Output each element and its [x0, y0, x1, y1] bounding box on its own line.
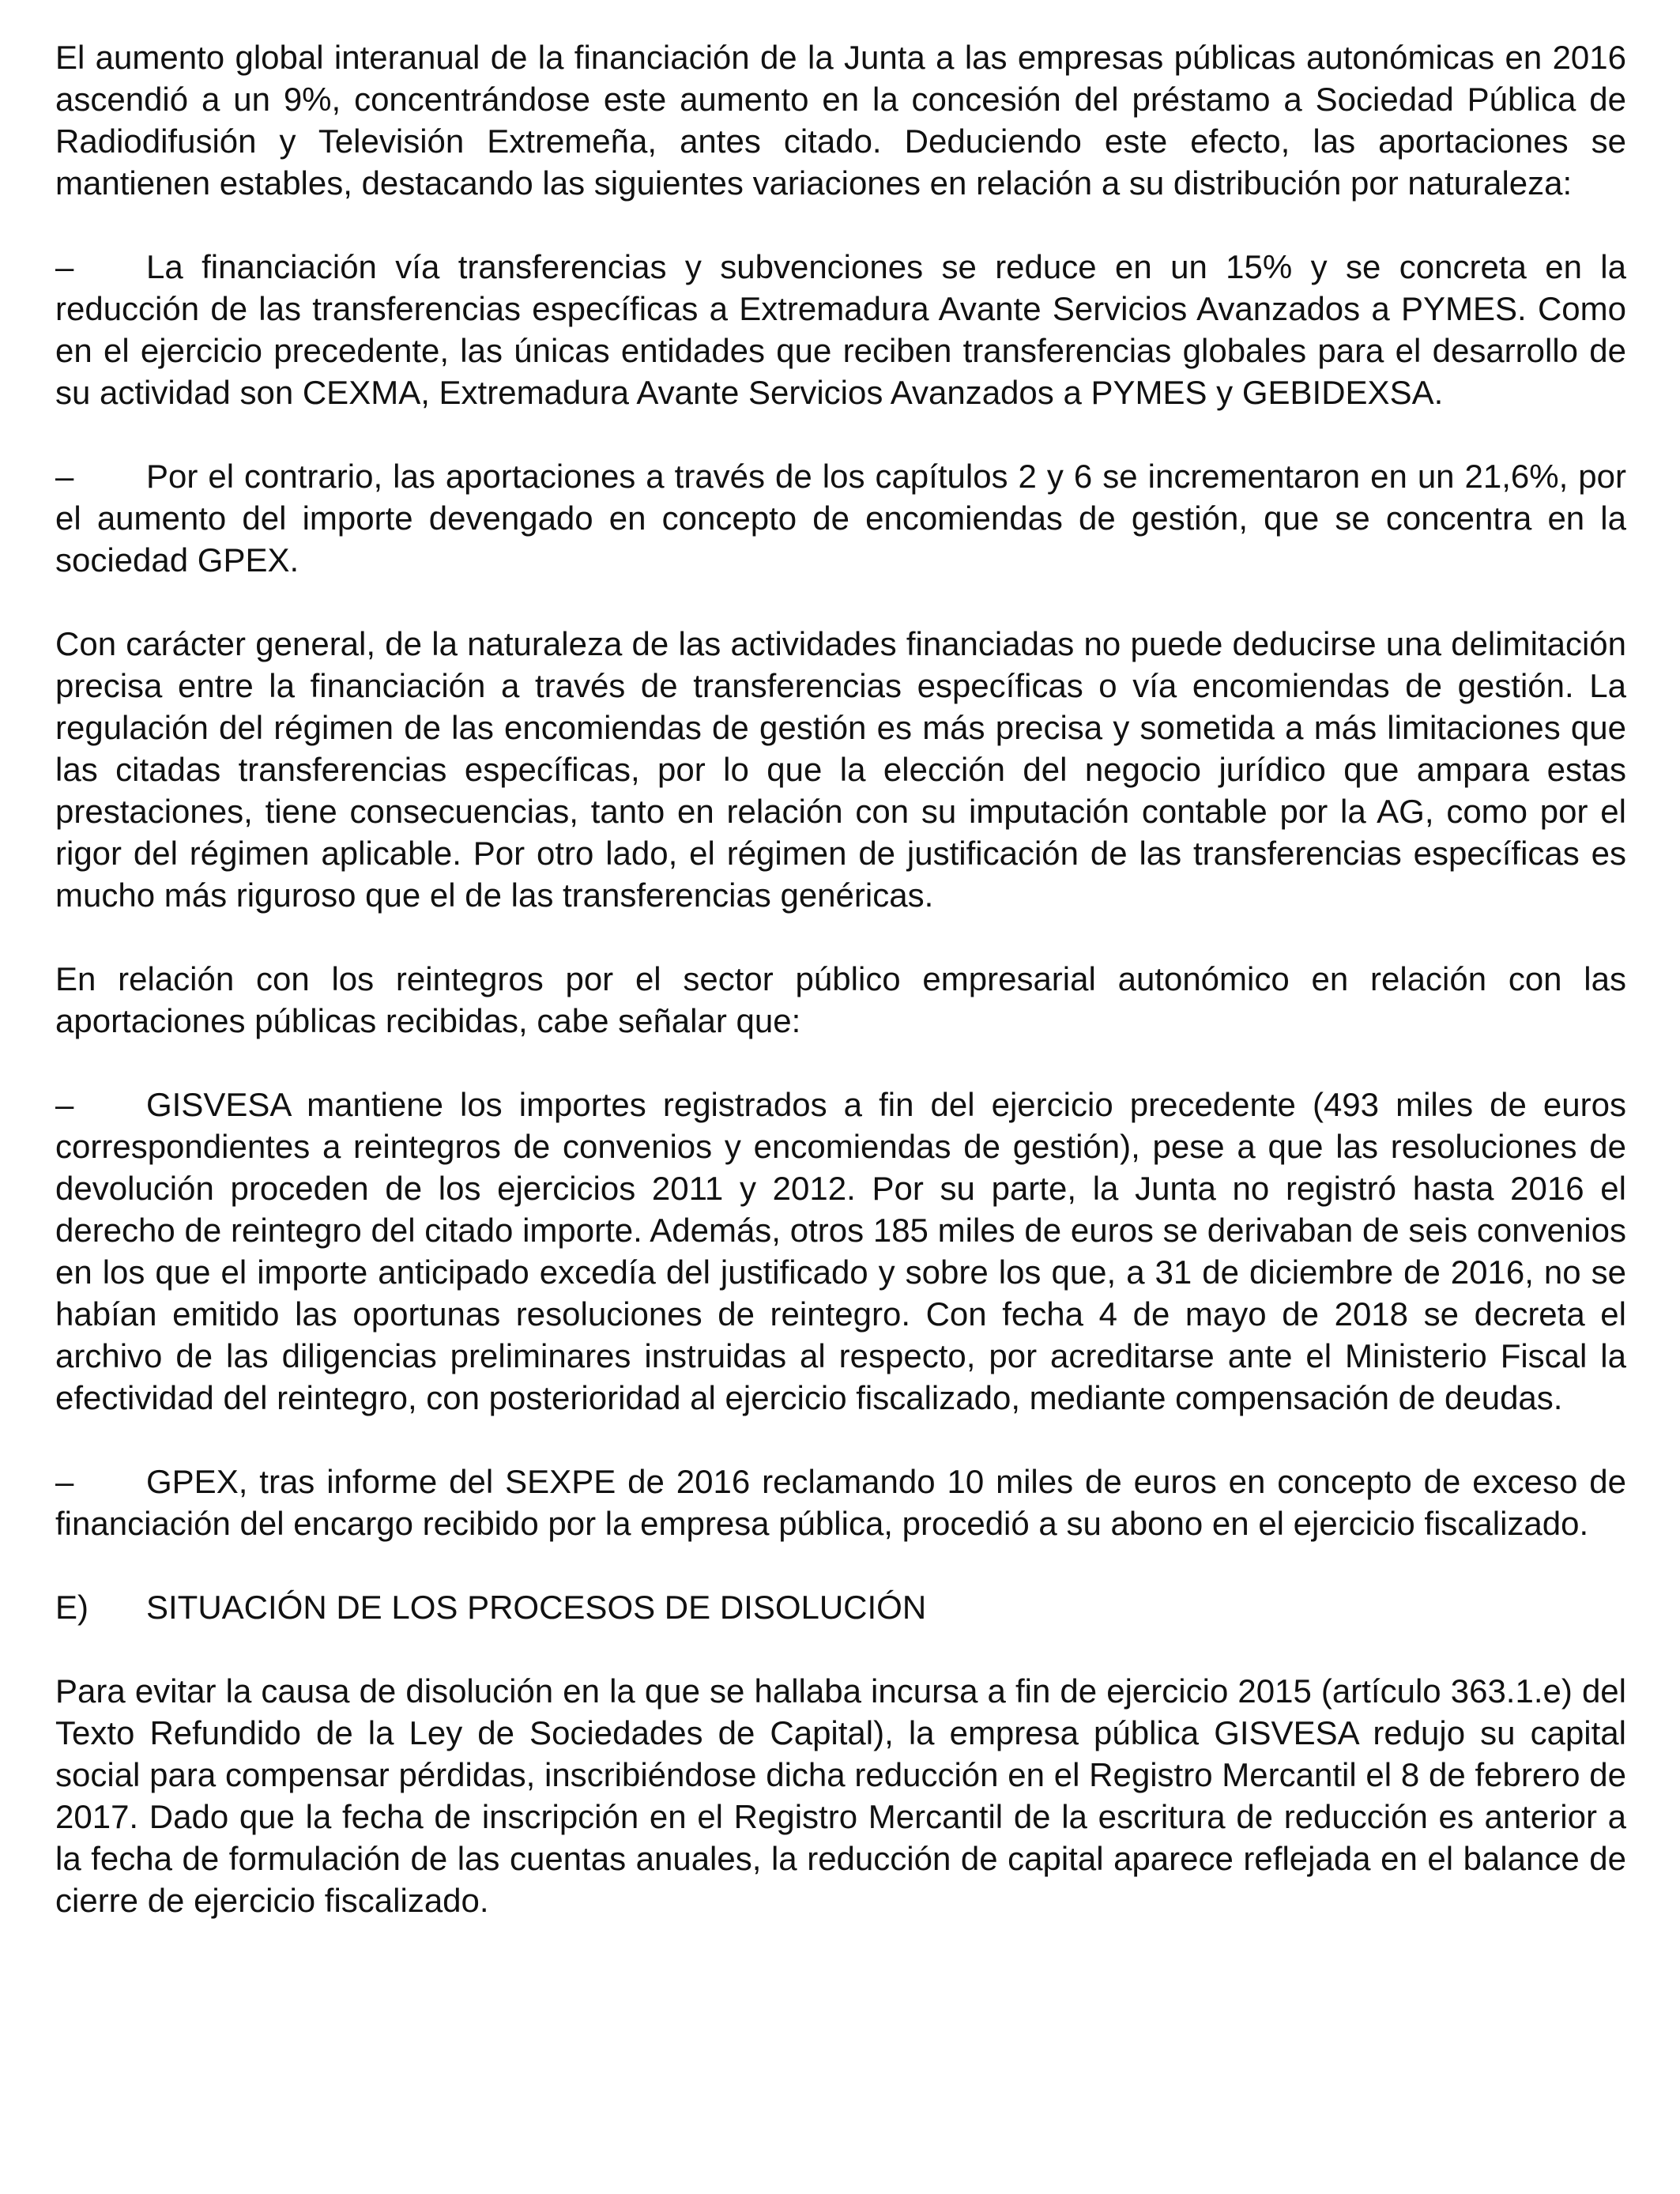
bullet-gisvesa: [55, 1084, 1626, 1419]
bullet-gpex: [55, 1461, 1626, 1544]
bullet-dash: –: [55, 1086, 74, 1123]
paragraph-reimbursements-intro: En relación con los reintegros por el sector público empresarial autonómico en relación con las aportaciones públicas recibidas, cabe señalar que:: [55, 960, 1626, 1039]
bullet-dash: –: [55, 458, 74, 495]
section-letter: E): [55, 1589, 89, 1626]
paragraph-general-character: Con carácter general, de la naturaleza de las actividades financiadas no puede deducirse una delimitación precisa entre la financiación a través de transferencias específicas o vía encomiendas de gestión. La regulación del régimen de las encomiendas de gestión es más precisa y sometida a más limitaciones que las citadas transferencias específicas, por lo que la elección del negocio jurídico que ampara estas prestaciones, tiene consecuencias, tanto en relación con su imputación contable por la AG, como por el rigor del régimen aplicable. Por otro lado, el régimen de justificación de las transferencias específicas es mucho más riguroso que el de las transferencias genéricas.: [55, 625, 1626, 914]
bullet-text: GISVESA mantiene los importes registrados a fin del ejercicio precedente (493 miles de euros correspondientes a reintegros de convenios y encomiendas de gestión), pese a que las resoluciones de devolución proceden de los ejercicios 2011 y 2012. Por su parte, la Junta no registró hasta 2016 el derecho de reintegro del citado importe. Además, otros 185 miles de euros se derivaban de seis convenios en los que el importe anticipado excedía del justificado y sobre los que, a 31 de diciembre de 2016, no se habían emitido las oportunas resoluciones de reintegro. Con fecha 4 de mayo de 2018 se decreta el archivo de las diligencias preliminares instruidas al respecto, por acreditarse ante el Ministerio Fiscal la efectividad del reintegro, con posterioridad al ejercicio fiscalizado, mediante compensación de deudas.: [55, 1086, 1626, 1416]
bullet-text: GPEX, tras informe del SEXPE de 2016 reclamando 10 miles de euros en concepto de exceso de financiación del encargo recibido por la empresa pública, procedió a su abono en el ejercicio fiscalizado.: [55, 1463, 1626, 1542]
bullet-dash: –: [55, 248, 74, 285]
bullet-transfers-reduction: [55, 246, 1626, 413]
bullet-text: La financiación vía transferencias y subvenciones se reduce en un 15% y se concreta en la reducción de las transferencias específicas a Extremadura Avante Servicios Avanzados a PYMES. Como en el ejercicio precedente, las únicas entidades que reciben transferencias globales para el desarrollo de su actividad son CEXMA, Extremadura Avante Servicios Avanzados a PYMES y GEBIDEXSA.: [55, 248, 1626, 411]
bullet-chapters-increase: [55, 455, 1626, 581]
paragraph-financing-increase: El aumento global interanual de la financiación de la Junta a las empresas públicas autonómicas en 2016 ascendió a un 9%, concentrándose este aumento en la concesión del préstamo a Sociedad Pública de Radiodifusión y Televisión Extremeña, antes citado. Deduciendo este efecto, las aportaciones se mantienen estables, destacando las siguientes variaciones en relación a su distribución por naturaleza:: [55, 39, 1626, 202]
bullet-text: Por el contrario, las aportaciones a través de los capítulos 2 y 6 se incrementaron en un 21,6%, por el aumento del importe devengado en concepto de encomiendas de gestión, que se concentra en la sociedad GPEX.: [55, 458, 1626, 579]
bullet-dash: –: [55, 1463, 74, 1500]
section-title: SITUACIÓN DE LOS PROCESOS DE DISOLUCIÓN: [146, 1589, 927, 1626]
paragraph-dissolution: Para evitar la causa de disolución en la que se hallaba incursa a fin de ejercicio 2015 (artículo 363.1.e) del Texto Refundido de la Ley de Sociedades de Capital), la empresa pública GISVESA redujo su capital social para compensar pérdidas, inscribiéndose dicha reducción en el Registro Mercantil el 8 de febrero de 2017. Dado que la fecha de inscripción en el Registro Mercantil de la escritura de reducción es anterior a la fecha de formulación de las cuentas anuales, la reducción de capital aparece reflejada en el balance de cierre de ejercicio fiscalizado.: [55, 1672, 1626, 1919]
document-page: [55, 36, 1626, 1963]
section-heading: [55, 1586, 1626, 1628]
